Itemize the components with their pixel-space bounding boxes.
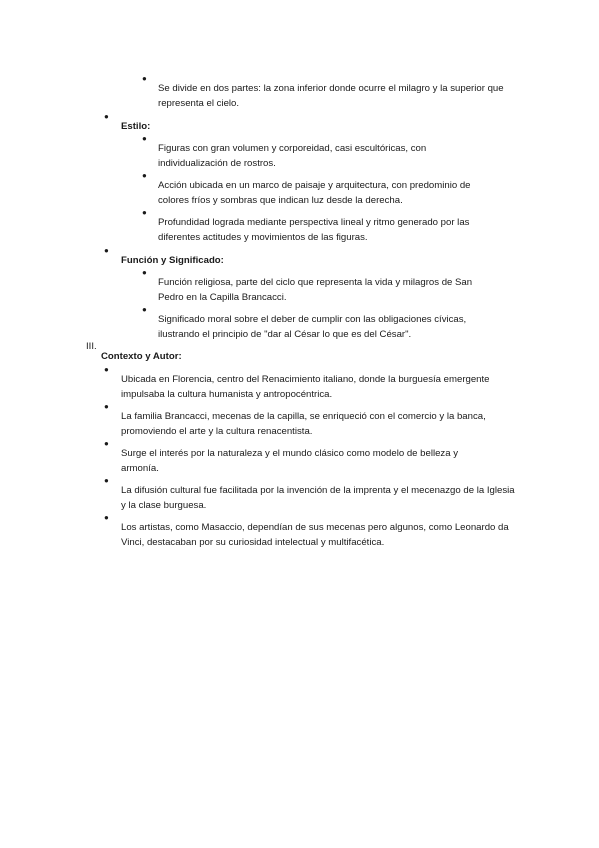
bullet-icon: ● (104, 513, 109, 522)
bullet-icon: ● (104, 402, 109, 411)
list-item: Figuras con gran volumen y corporeidad, casi escultóricas, con individualización de rostros. (158, 142, 427, 169)
list-item: Profundidad lograda mediante perspectiva lineal y ritmo generado por las diferentes actitudes y movimientos de las figuras. (158, 216, 470, 243)
bullet-icon: ● (142, 305, 147, 314)
list-item: Función religiosa, parte del ciclo que representa la vida y milagros de San Pedro en la Capilla Brancacci. (158, 276, 473, 303)
list-item: La familia Brancacci, mecenas de la capilla, se enriqueció con el comercio y la banca, promoviendo el arte y la cultura renacentista. (121, 410, 486, 437)
section-numeral: III. (86, 341, 97, 352)
bullet-icon: ● (104, 476, 109, 485)
list-item: Surge el interés por la naturaleza y el mundo clásico como modelo de belleza y armonía. (121, 447, 459, 474)
section-heading-funcion: Función y Significado: (121, 254, 224, 266)
bullet-icon: ● (142, 74, 147, 83)
bullet-icon: ● (104, 439, 109, 448)
list-item: Los artistas, como Masaccio, dependían de sus mecenas pero algunos, como Leonardo da Vinci, destacaban por su curiosidad intelectual y multifacética. (121, 521, 509, 548)
list-item: La difusión cultural fue facilitada por la invención de la imprenta y el mecenazgo de la Iglesia y la clase burguesa. (121, 484, 515, 511)
section-heading-contexto: Contexto y Autor: (101, 350, 182, 362)
bullet-icon: ● (104, 112, 109, 121)
bullet-icon: ● (104, 365, 109, 374)
section-heading-estilo: Estilo: (121, 120, 151, 132)
bullet-icon: ● (104, 246, 109, 255)
bullet-icon: ● (142, 171, 147, 180)
list-item: Acción ubicada en un marco de paisaje y arquitectura, con predominio de colores fríos y sombras que indican luz desde la derecha. (158, 179, 471, 206)
bullet-icon: ● (142, 268, 147, 277)
list-item: Se divide en dos partes: la zona inferior donde ocurre el milagro y la superior que representa el cielo. (158, 82, 504, 109)
list-item: Significado moral sobre el deber de cumplir con las obligaciones cívicas, ilustrando el principio de "dar al César lo que es del César". (158, 313, 467, 340)
list-item: Ubicada en Florencia, centro del Renacimiento italiano, donde la burguesía emergente impulsaba la cultura humanista y antropocéntrica. (121, 373, 490, 400)
bullet-icon: ● (142, 134, 147, 143)
bullet-icon: ● (142, 208, 147, 217)
